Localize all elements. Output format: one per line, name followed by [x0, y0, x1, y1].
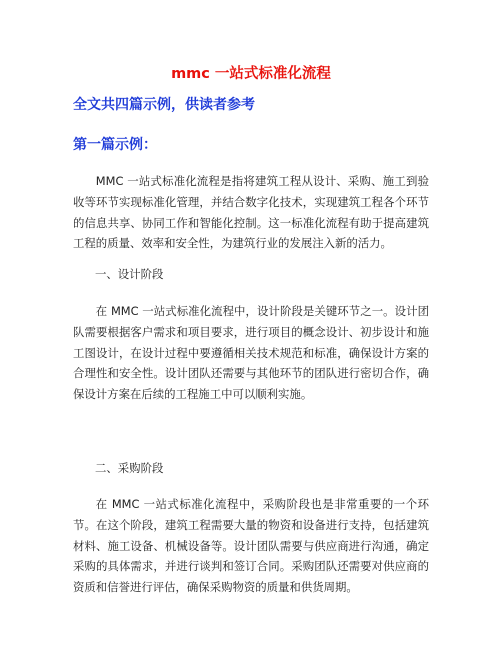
section-heading: 第一篇示例：: [73, 137, 157, 153]
paragraph-design-stage: 在 MMC 一站式标准化流程中，设计阶段是关键环节之一。设计团队需要根据客户需求和项目要求，进行项目的概念设计、初步设计和施工图设计，在设计过程中要遵循相关技术规范和标准，确保设计方案的合理性和安全性。设计团队还需要与其他环节的团队进行密切合作，确保设计方案在后续的工程施工中可以顺利实施。: [73, 304, 429, 402]
document-title: mmc 一站式标准化流程: [171, 66, 331, 82]
subheading-procurement-stage: 二、采购阶段: [95, 461, 164, 475]
paragraph-intro: MMC 一站式标准化流程是指将建筑工程从设计、采购、施工到验收等环节实现标准化管理，并结合数字化技术，实现建筑工程各个环节的信息共享、协同工作和智能化控制。这一标准化流程有助于提高建筑工程的质量、效率和安全性，为建筑行业的发展注入新的活力。: [73, 174, 429, 251]
intro-line: 全文共四篇示例，供读者参考: [73, 97, 255, 113]
paragraph-procurement-stage: 在 MMC 一站式标准化流程中，采购阶段也是非常重要的一个环节。在这个阶段，建筑工程需要大量的物资和设备进行支持，包括建筑材料、施工设备、机械设备等。设计团队需要与供应商进行沟通，确定采购的具体需求，并进行谈判和签订合同。采购团队还需要对供应商的资质和信誉进行评估，确保采购物资的质量和供货周期。: [73, 497, 429, 595]
subheading-design-stage: 一、设计阶段: [95, 267, 164, 281]
